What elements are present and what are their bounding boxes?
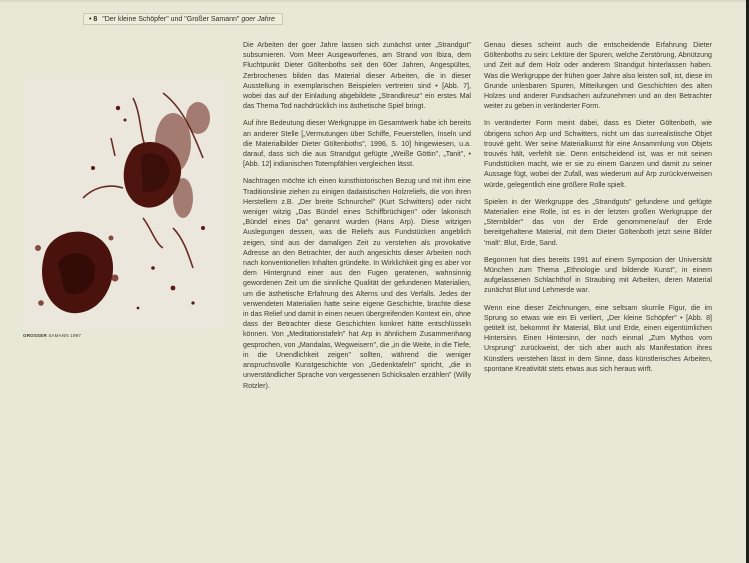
paragraph: Auf ihre Bedeutung dieser Werkgruppe im Gesamtwerk habe ich bereits an anderer Stelle [„Vermutungen über Schiffe, Feuerstellen, Inseln und die Materialbilder Dieter Göltenboths", 1996, S. 10] hingewiesen, u.a. darauf, dass sich die aus Strandgut gefügte „Weiße Göttin", „Tanit", • [Abb. 12] indianischen Totempfählen vergleichen lässt.: [243, 119, 471, 169]
text-column-left: [243, 40, 471, 398]
paragraph: In veränderter Form meint dabei, dass es Dieter Göltenboth, wie übrigens schon Arp und Schwitters, nicht um das surrealistische Objet trouvé geht. Wer seine Materialkunst für eine Ansammlung von Objets trouvés hält, verfehlt sie. Denn entscheidend ist, was er mit seinen Fundstücken macht, wie er sie zu einem Ganzen und damit zu seiner Aussage fügt, wobei der Zufall, was wiederum auf Arp zurückverweisen würde, gelegentlich eine größere Rolle spielt.: [484, 119, 712, 189]
running-header: [83, 13, 283, 25]
caption-bold: GROSSER: [23, 333, 47, 338]
paragraph: Spielen in der Werkgruppe des „Strandguts" gefundene und gefügte Materialien eine Rolle, ist es in der letzten großen Werkgruppe der „Sternbilder" das von der Erde genommene/auf der Erde bereitgehaltene Material, mit dem Dieter Göltenboth jetzt seine Bilder 'malt': Blut, Erde, Sand.: [484, 197, 712, 247]
paragraph: Begonnen hat dies bereits 1991 auf einem Symposion der Universität München zum Thema „Ethnologie und bildende Kunst", in einem aufgelassenen Schlachthof in Straubing mit Arbeiten, deren Material zunächst Blut und Lehmerde war.: [484, 255, 712, 295]
paragraph: Die Arbeiten der goer Jahre lassen sich zunächst unter „Strandgut" subsumieren. Vom Meer Ausgeworfenes, am Strand von Ibiza, dem Fluchtpunkt Dieter Göltenboths seit den 60er Jahren, Angespültes, Zerbrochenes bilden das Material dieser Arbeiten, die in dieser Ausstellung in exemplarischen Beispielen vertreten sind • [Abb. 7], wobei das auf der Einladung abgebildete „Strandkreuz" ein erstes Mal das Thema Tod nachdrücklich ins ästhetische Spiel bringt.: [243, 41, 471, 111]
artwork-image: [23, 78, 223, 330]
header-subtitle: goer Jahre: [241, 16, 275, 23]
caption-rest: SAMANN 1997: [48, 333, 82, 338]
page-top-edge: [0, 0, 749, 2]
header-title: "Der kleine Schöpfer" und "Großer Samann": [102, 16, 240, 23]
text-column-right: [484, 40, 712, 381]
page-marker: • 8: [89, 16, 98, 23]
paragraph: Nachtragen möchte ich einen kunsthistorischen Bezug und mit ihm eine Traditionslinie ziehen zu einigen dadaistischen Holzreliefs, die von ihren Herstellern z.B. „Der breite Schnurchel" (Kurt Schwitters) oder nicht weniger witzig „Das Bündel eines Schiffbrüchigen" oder lakonisch „Bündel eines Da" genannt wurden (Hans Arp). Diese witzigen Auslegungen dessen, was die Reliefs aus Fundstücken angeblich zeigen, sind aus der damaligen Zeit zu verstehen als provokative Adresse an den Betrachter, der auch angesichts dieser Arbeiten noch nach konventionellen Inhalten gründelte. In Wirklichkeit ging es aber vor dem Hintergrund einer aus den Fugen geratenen, wahnsinnig gewordenen Zeit um die sinnliche Qualität der gefundenen Materialien, um die ästhetische Erfahrung des Alterns und des Verfalls. Jedes der verwendeten Materialien hatte seine eigene Geschichte, brachte diese in das Relief und damit in einen neuen übergreifenden Kontext ein, ohne dass der Betrachter diese Geschichten konkret hätte entschlüsseln können. Von „Meditationstafeln" hat Arp in ähnlichem Zusammenhang gesprochen, von „Mandalas, Wegweisern", die „in die Weite, in die Tiefe, in die Unendlichkeit zeigen" sollten, während die weniger anspruchsvolle Kunstgeschichte von „Gedenktafeln" spricht, „die in unverständlicher Sprache von vergessenen Schicksalen erzählen" (Willy Rotzler).: [243, 177, 471, 390]
paragraph: Genau dieses scheint auch die entscheidende Erfahrung Dieter Göltenboths zu sein: Lektüre der Spuren, welche Zerstörung, Abnützung und Zeit auf dem Holz oder anderem Strandgut hinterlassen haben. Was die Werkgruppe der frühen goer Jahre also leisten soll, ist, diese im Grunde unlesbaren Spuren, Mitteilungen und Geschichten des alten Holzes und anderer Fundsachen aufzunehmen und an den Betrachter weiter zu geben in veränderter Form.: [484, 41, 712, 111]
artwork-caption: [23, 333, 81, 338]
paragraph: Wenn eine dieser Zeichnungen, eine seltsam skurrile Figur, die im Sprung so etwas wie ein Ei verliert, „Der kleine Schöpfer" • [Abb. 8] getitelt ist, bekommt ihr Material, Blut und Erde, einen eigentümlichen Hintersinn. Einen Hintersinn, der noch einmal „Zum Mythos vom Ursprung" zurückweist, der sich aber auch als Manifestation ihres Künstlers verstehen lässt in dem Sinne, dass künstlerisches Arbeiten, spontane Kreativität stets etwas aus sich heraus wirft.: [484, 303, 712, 373]
